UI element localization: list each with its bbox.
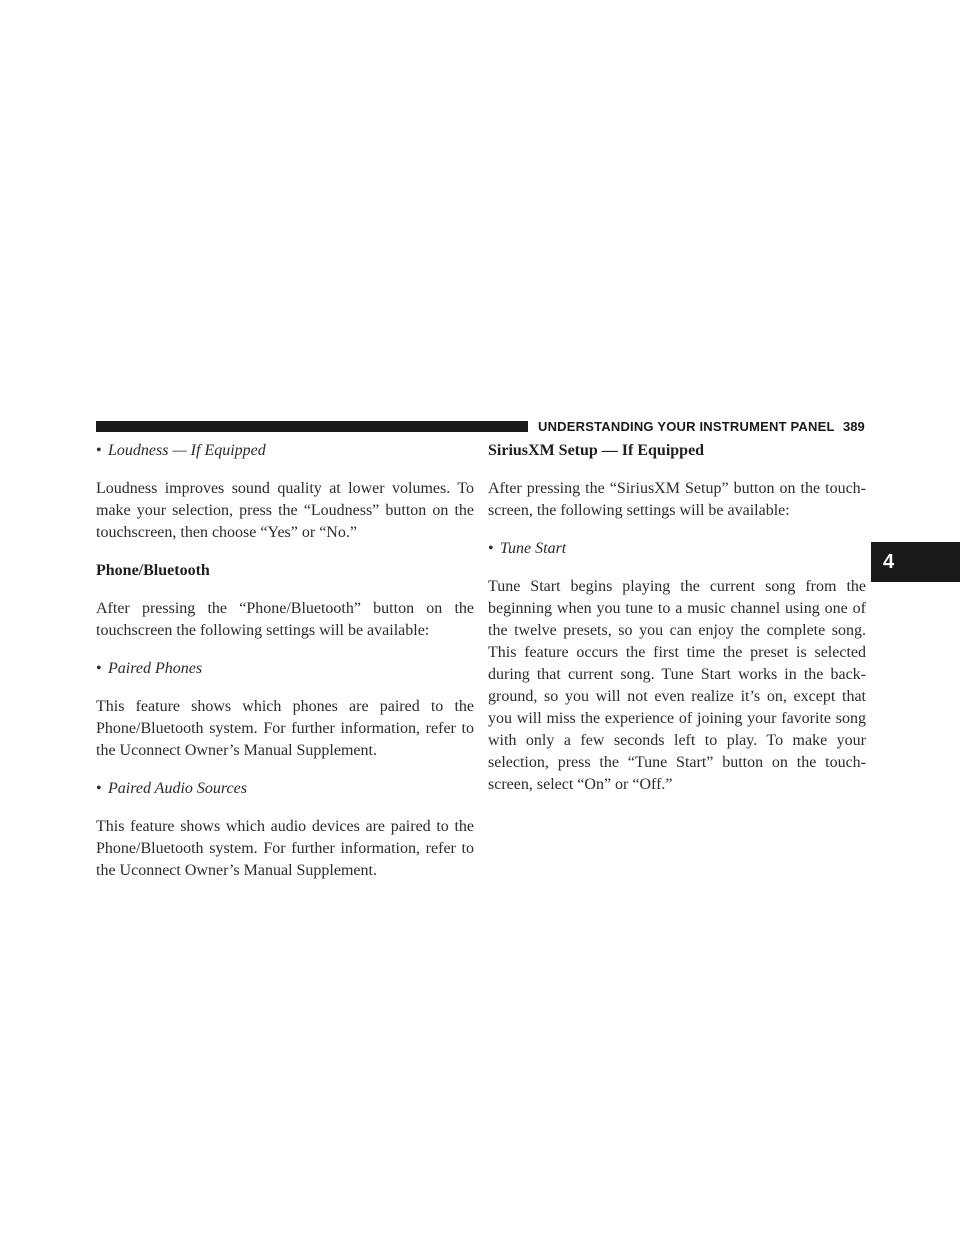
section-header-title: UNDERSTANDING YOUR INSTRUMENT PANEL bbox=[538, 419, 835, 434]
bullet-tune-start bbox=[488, 538, 866, 560]
heading-siriusxm-setup: SiriusXM Setup — If Equipped bbox=[488, 442, 705, 459]
header-rule bbox=[96, 421, 528, 432]
bullet-paired-phones bbox=[96, 658, 474, 680]
bullet-dot-icon: • bbox=[96, 780, 102, 797]
paragraph-siriusxm-intro: After pressing the “SiriusXM Setup” button on the touch-screen, the following settings will be available: bbox=[488, 480, 866, 519]
bullet-tune-start-label: Tune Start bbox=[500, 540, 567, 557]
paragraph-loudness: Loudness improves sound quality at lower volumes. To make your selection, press the “Loudness” button on the touchscreen, then choose “Yes” or “No.” bbox=[96, 480, 474, 541]
bullet-dot-icon: • bbox=[96, 660, 102, 677]
paragraph-paired-audio: This feature shows which audio devices are paired to the Phone/Bluetooth system. For further information, refer to the Uconnect Owner’s Manual Supplement. bbox=[96, 818, 474, 879]
chapter-tab: 4 bbox=[871, 542, 960, 582]
bullet-paired-audio bbox=[96, 778, 474, 800]
paragraph-phone-intro: After pressing the “Phone/Bluetooth” button on the touchscreen the following settings will be available: bbox=[96, 600, 474, 639]
right-column bbox=[488, 440, 866, 812]
page-number: 389 bbox=[843, 419, 865, 434]
bullet-paired-audio-label: Paired Audio Sources bbox=[108, 780, 247, 797]
bullet-loudness bbox=[96, 440, 474, 462]
left-column bbox=[96, 440, 474, 898]
paragraph-tune-start: Tune Start begins playing the current song from the beginning when you tune to a music channel using one of the twelve presets, so you can enjoy the complete song. This feature occurs the first time the preset is selected during that current song. Tune Start works in the back-ground, so you will not even realize it’s on, except that you will miss the experience of joining your favorite song with only a few seconds left to play. To make your selection, press the “Tune Start” button on the touch-screen, select “On” or “Off.” bbox=[488, 578, 866, 793]
bullet-dot-icon: • bbox=[488, 540, 494, 557]
bullet-paired-phones-label: Paired Phones bbox=[108, 660, 203, 677]
bullet-dot-icon: • bbox=[96, 442, 102, 459]
heading-phone-bluetooth: Phone/Bluetooth bbox=[96, 562, 210, 579]
paragraph-paired-phones: This feature shows which phones are paired to the Phone/Bluetooth system. For further information, refer to the Uconnect Owner’s Manual Supplement. bbox=[96, 698, 474, 759]
bullet-loudness-label: Loudness — If Equipped bbox=[108, 442, 266, 459]
